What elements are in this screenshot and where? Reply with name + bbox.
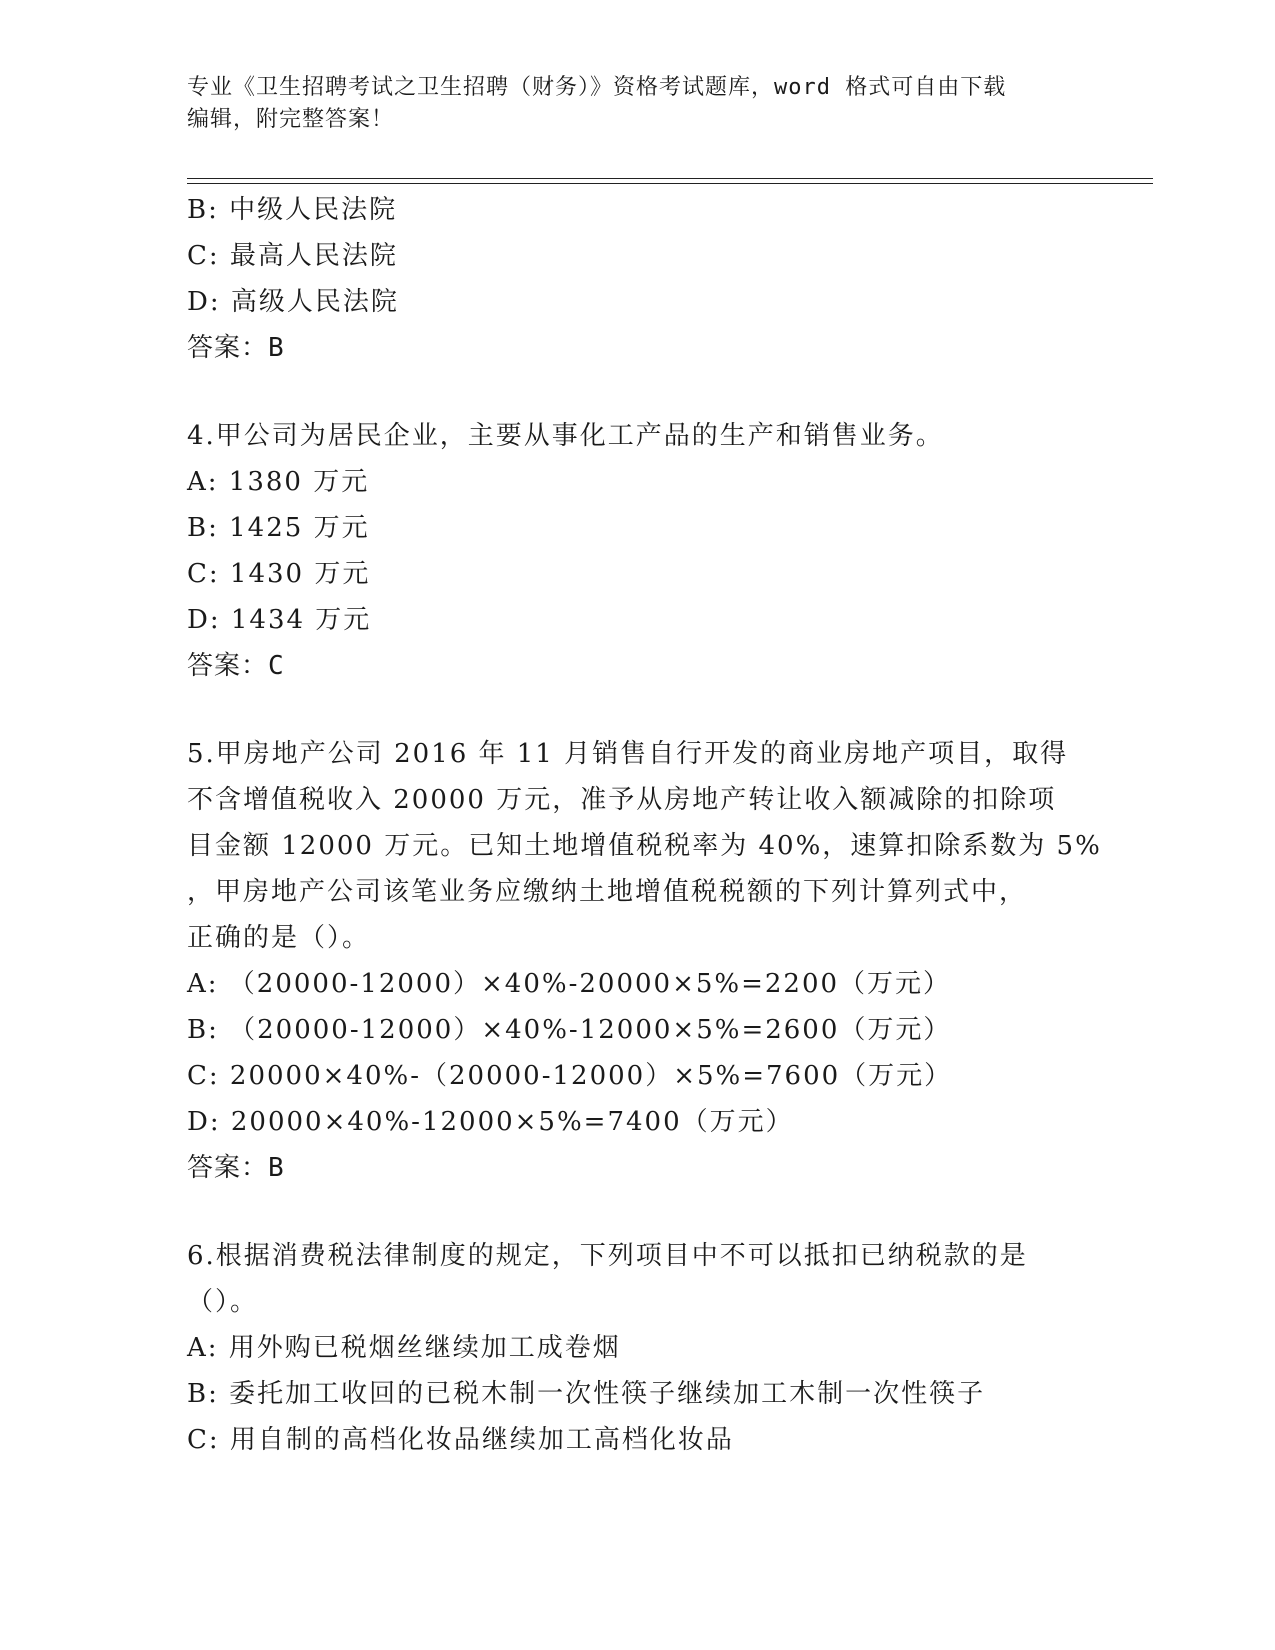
option-b: B: 委托加工收回的已税木制一次性筷子继续加工木制一次性筷子 bbox=[187, 1379, 986, 1409]
option-a: A: 用外购已税烟丝继续加工成卷烟 bbox=[187, 1333, 621, 1363]
option-b: B: 1425 万元 bbox=[187, 513, 370, 543]
option-c: C: 1430 万元 bbox=[187, 559, 371, 589]
question-text: 正确的是（）。 bbox=[187, 923, 371, 953]
spacer bbox=[187, 689, 1087, 731]
question-list bbox=[187, 187, 1102, 1463]
question-block-6 bbox=[187, 1233, 1087, 1463]
option-b: B: 中级人民法院 bbox=[187, 195, 398, 225]
question-block-5 bbox=[187, 731, 1102, 1191]
option-d: D: 1434 万元 bbox=[187, 605, 372, 635]
header-line-1: 专业《卫生招聘考试之卫生招聘（财务）》资格考试题库，word 格式可自由下载 bbox=[187, 75, 1007, 100]
option-c: C: 最高人民法院 bbox=[187, 241, 398, 271]
answer-line: 答案：B bbox=[187, 333, 285, 363]
question-block-4 bbox=[187, 413, 1087, 689]
option-c: C: 20000×40%-（20000-12000）×5%=7600（万元） bbox=[187, 1061, 953, 1091]
question-text: 4.甲公司为居民企业，主要从事化工产品的生产和销售业务。 bbox=[187, 421, 944, 451]
question-block-3 bbox=[187, 187, 1087, 371]
spacer bbox=[187, 371, 1087, 413]
document-header bbox=[187, 72, 1077, 136]
option-a: A: 1380 万元 bbox=[187, 467, 370, 497]
option-d: D: 20000×40%-12000×5%=7400（万元） bbox=[187, 1107, 794, 1137]
question-text: （）。 bbox=[187, 1287, 259, 1317]
question-text: 5.甲房地产公司 2016 年 11 月销售自行开发的商业房地产项目，取得 bbox=[187, 739, 1069, 769]
answer-line: 答案：C bbox=[187, 651, 285, 681]
question-text: ，甲房地产公司该笔业务应缴纳土地增值税税额的下列计算列式中， bbox=[187, 877, 1028, 907]
header-divider-top bbox=[187, 178, 1153, 179]
question-text: 6.根据消费税法律制度的规定，下列项目中不可以抵扣已纳税款的是 bbox=[187, 1241, 1028, 1271]
question-text: 目金额 12000 万元。已知土地增值税税率为 40%，速算扣除系数为 5% bbox=[187, 831, 1102, 861]
header-divider-bottom bbox=[187, 183, 1153, 184]
header-line-2: 编辑，附完整答案！ bbox=[187, 107, 395, 132]
option-c: C: 用自制的高档化妆品继续加工高档化妆品 bbox=[187, 1425, 734, 1455]
option-a: A: （20000-12000）×40%-20000×5%=2200（万元） bbox=[187, 969, 952, 999]
spacer bbox=[187, 1191, 1087, 1233]
option-b: B: （20000-12000）×40%-12000×5%=2600（万元） bbox=[187, 1015, 952, 1045]
question-text: 不含增值税收入 20000 万元，准予从房地产转让收入额减除的扣除项 bbox=[187, 785, 1057, 815]
answer-line: 答案：B bbox=[187, 1153, 285, 1183]
option-d: D: 高级人民法院 bbox=[187, 287, 399, 317]
